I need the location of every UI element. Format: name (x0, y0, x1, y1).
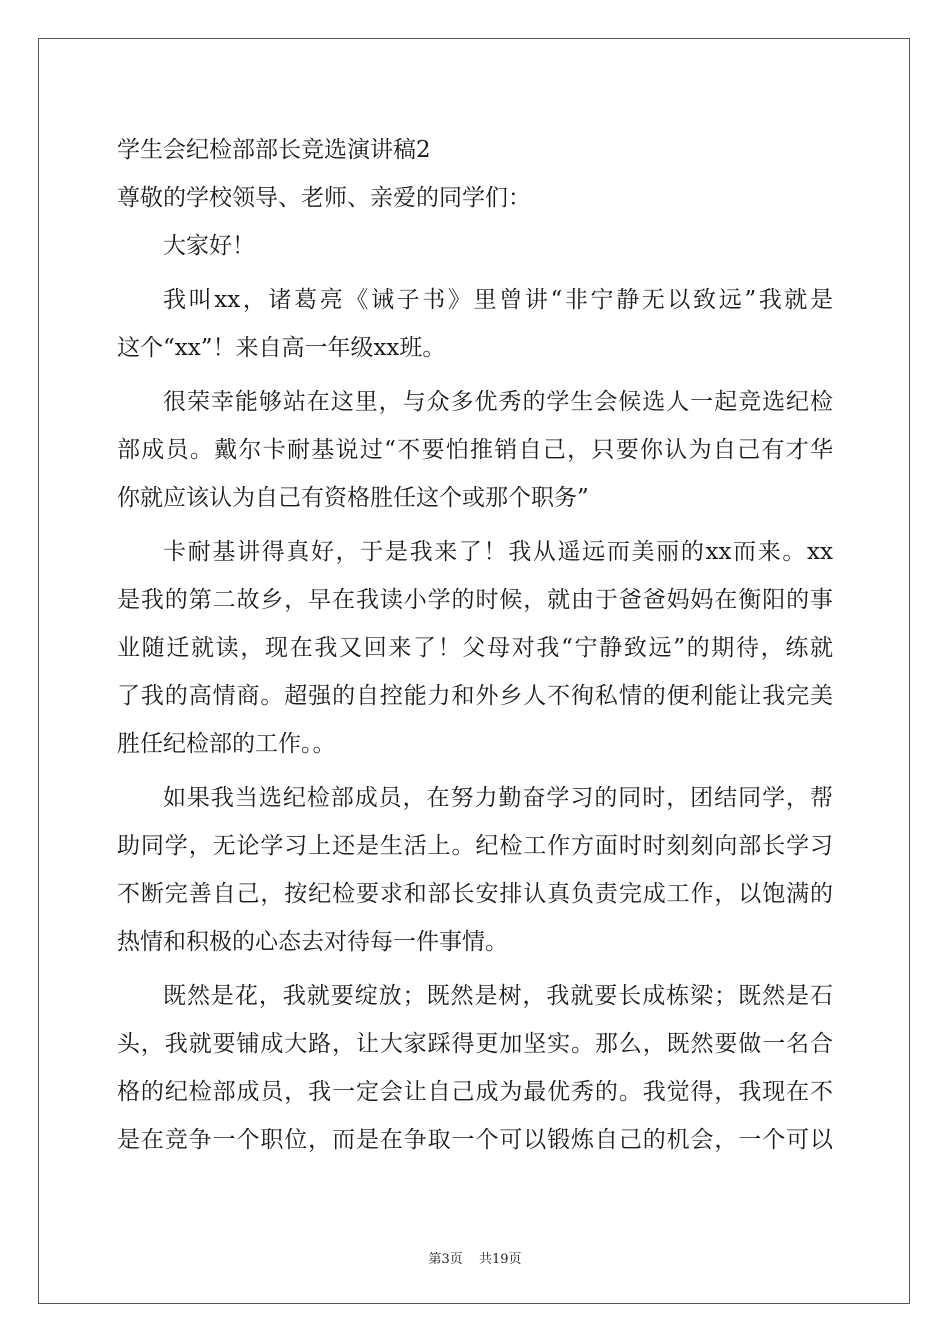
paragraph-4 (117, 774, 833, 966)
paragraph-line: 是在竞争一个职位，而是在争取一个可以锻炼自己的机会，一个可以 (117, 1127, 833, 1153)
document-title: 学生会纪检部部长竞选演讲稿2 (117, 137, 431, 163)
paragraph-line: 既然是花，我就要绽放；既然是树，我就要长成栋梁；既然是石 (163, 983, 833, 1009)
paragraph-line: 部成员。戴尔卡耐基说过“不要怕推销自己，只要你认为自己有才华 (117, 437, 833, 463)
paragraph-line: 不断完善自己，按纪检要求和部长安排认真负责完成工作，以饱满的 (117, 881, 833, 907)
page-footer (0, 1248, 950, 1267)
paragraph-line: 你就应该认为自己有资格胜任这个或那个职务” (117, 485, 589, 511)
paragraph-line: 头，我就要铺成大路，让大家踩得更加坚实。那么，既然要做一名合 (117, 1031, 833, 1057)
document-body (117, 126, 833, 1164)
paragraph-line: 我叫xx，诸葛亮《诫子书》里曾讲“非宁静无以致远”我就是 (163, 287, 833, 313)
paragraph-line: 业随迁就读，现在我又回来了！父母对我“宁静致远”的期待，练就 (117, 635, 833, 661)
paragraph-1 (117, 276, 833, 372)
paragraph-line: 热情和积极的心态去对待每一件事情。 (117, 929, 508, 955)
page-total: 共19页 (478, 1252, 522, 1267)
paragraph-2 (117, 378, 833, 522)
paragraph-line: 很荣幸能够站在这里，与众多优秀的学生会候选人一起竞选纪检 (163, 389, 833, 415)
paragraph-line: 格的纪检部成员，我一定会让自己成为最优秀的。我觉得，我现在不 (117, 1079, 833, 1105)
paragraph-5 (117, 972, 833, 1164)
page-number: 第3页 (428, 1252, 463, 1267)
paragraph-line: 这个“xx”！来自高一年级xx班。 (117, 335, 446, 361)
paragraph-line: 助同学，无论学习上还是生活上。纪检工作方面时时刻刻向部长学习 (117, 833, 833, 859)
paragraph-3 (117, 528, 833, 768)
paragraph-line: 胜任纪检部的工作。。 (117, 731, 336, 757)
salutation: 尊敬的学校领导、老师、亲爱的同学们： (117, 185, 531, 211)
paragraph-line: 如果我当选纪检部成员，在努力勤奋学习的同时，团结同学，帮 (163, 785, 833, 811)
paragraph-line: 了我的高情商。超强的自控能力和外乡人不徇私情的便利能让我完美 (117, 683, 833, 709)
greeting: 大家好！ (163, 233, 255, 259)
paragraph-line: 卡耐基讲得真好，于是我来了！我从遥远而美丽的xx而来。xx (163, 539, 833, 565)
paragraph-line: 是我的第二故乡，早在我读小学的时候，就由于爸爸妈妈在衡阳的事 (117, 587, 833, 613)
